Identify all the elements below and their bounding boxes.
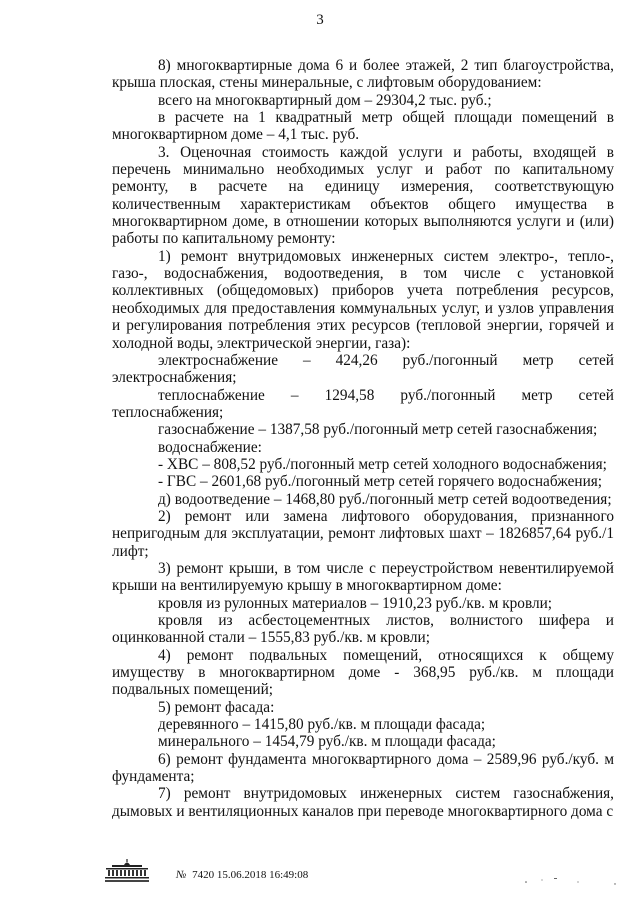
paragraph: 6) ремонт фундамента многоквартирного дома – 2589,96 руб./куб. м фундамента; <box>112 750 614 786</box>
paragraph: 8) многоквартирные дома 6 и более этажей, 2 тип благоустройства, крыша плоская, стены минеральные, с лифтовым оборудованием: <box>112 57 614 92</box>
paragraph: 5) ремонт фасада: <box>158 698 275 716</box>
paragraph: кровля из асбестоцементных листов, волнистого шифера и оцинкованной стали – 1555,83 руб./кв. м кровли; <box>112 612 614 647</box>
paragraph: в расчете на 1 квадратный метр общей площади помещений в многоквартирном доме – 4,1 тыс. руб. <box>112 109 614 144</box>
paragraph: 3. Оценочная стоимость каждой услуги и работы, входящей в перечень минимально необходимых услуг и работ по капитальному ремонту, в расчете на единицу измерения, соответствующую количественным характеристикам объектов общего имущества в многоквартирном доме, в отношении которых выполняются услуги и (или) работы по капитальному ремонту: <box>112 143 614 248</box>
scan-noise <box>518 870 628 890</box>
registration-number-date: 7420 15.06.2018 16:49:08 <box>192 869 309 881</box>
government-building-icon <box>104 859 150 883</box>
paragraph: водоснабжение: <box>158 438 262 456</box>
paragraph: минерального – 1454,79 руб./кв. м площади фасада; <box>158 733 496 751</box>
document-body <box>112 57 614 820</box>
registration-stamp <box>176 869 308 883</box>
paragraph: газоснабжение – 1387,58 руб./погонный метр сетей газоснабжения; <box>158 421 598 439</box>
paragraph: 2) ремонт или замена лифтового оборудования, признанного непригодным для эксплуатации, ремонт лифтовых шахт – 1826857,64 руб./1 лифт; <box>112 507 614 560</box>
paragraph: 1) ремонт внутридомовых инженерных систем электро-, тепло-, газо-, водоснабжения, водоотведения, в том числе с установкой коллективных (общедомовых) приборов учета потребления ресурсов, необходимых для предоставления коммунальных услуг, и узлов управления и регулирования потребления этих ресурсов (тепловой энергии, горячей и холодной воды, электрической энергии, газа): <box>112 247 614 352</box>
paragraph: 7) ремонт внутридомовых инженерных систем газоснабжения, дымовых и вентиляционных каналов при переводе многоквартирного дома с <box>112 785 614 820</box>
paragraph: - ГВС – 2601,68 руб./погонный метр сетей горячего водоснабжения; <box>158 473 603 491</box>
paragraph: теплоснабжение – 1294,58 руб./погонный метр сетей теплоснабжения; <box>112 386 614 421</box>
paragraph: кровля из рулонных материалов – 1910,23 руб./кв. м кровли; <box>158 594 553 612</box>
paragraph: электроснабжение – 424,26 руб./погонный метр сетей электроснабжения; <box>112 351 614 387</box>
paragraph: 4) ремонт подвальных помещений, относящихся к общему имуществу в многоквартирном доме - 368,95 руб./кв. м площади подвальных помещений; <box>112 646 614 699</box>
page-number: 3 <box>316 12 324 28</box>
paragraph: 3) ремонт крыши, в том числе с переустройством невентилируемой крыши на вентилируемую крышу в многоквартирном доме: <box>112 559 614 595</box>
paragraph: деревянного – 1415,80 руб./кв. м площади фасада; <box>158 716 486 734</box>
number-sign: № <box>176 869 187 881</box>
paragraph: д) водоотведение – 1468,80 руб./погонный метр сетей водоотведения; <box>158 490 612 508</box>
paragraph: - ХВС – 808,52 руб./погонный метр сетей холодного водоснабжения; <box>158 455 607 473</box>
registration-footer <box>104 855 308 883</box>
paragraph: всего на многоквартирный дом – 29304,2 тыс. руб.; <box>158 91 492 109</box>
